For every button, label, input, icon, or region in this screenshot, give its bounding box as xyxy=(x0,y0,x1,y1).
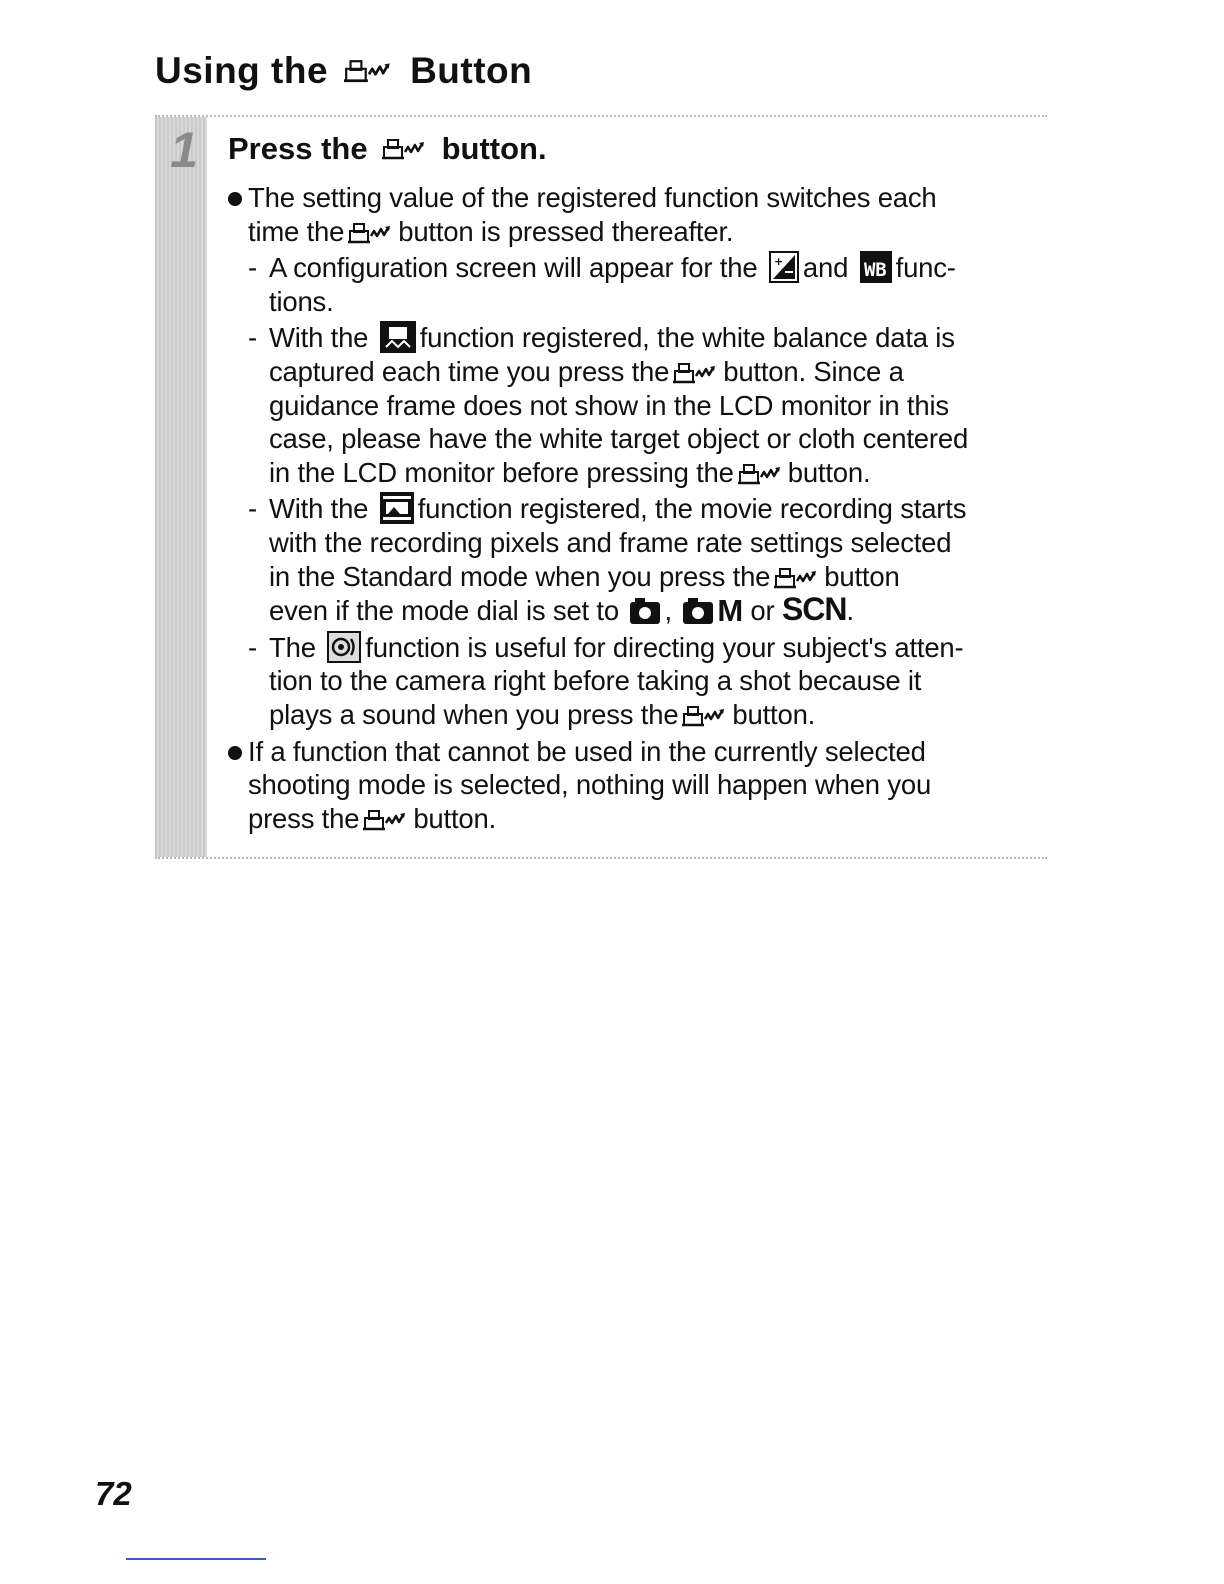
title-suffix: Button xyxy=(410,50,533,91)
sub-item xyxy=(226,631,1041,732)
scene-mode-label: SCN xyxy=(781,591,847,628)
svg-text:+: + xyxy=(773,255,783,269)
step-heading-suffix: button. xyxy=(441,131,547,166)
sound-icon xyxy=(327,631,361,663)
print-share-icon xyxy=(738,463,784,485)
print-share-icon xyxy=(673,362,719,384)
text-line: tion to the camera right before taking a shot because it xyxy=(269,665,922,697)
text-line: in the LCD monitor before pressing the button. xyxy=(269,456,871,488)
print-share-icon xyxy=(348,222,394,244)
text-line: guidance frame does not show in the LCD monitor in this xyxy=(269,389,949,421)
text-line: If a function that cannot be used in the currently selected xyxy=(248,735,926,767)
text-line: case, please have the white target object or cloth centered xyxy=(269,423,969,455)
print-share-icon xyxy=(363,809,409,831)
text-line: shooting mode is selected, nothing will happen when you xyxy=(248,769,932,801)
title-prefix: Using the xyxy=(155,50,329,91)
step-heading-prefix: Press the xyxy=(228,131,368,166)
white-balance-capture-icon xyxy=(380,321,416,353)
text-line: - The function is useful for directing your subject's atten- xyxy=(269,631,964,663)
print-share-icon xyxy=(774,567,820,589)
print-share-icon xyxy=(682,705,728,727)
text-line: - With the function registered, the movie recording starts xyxy=(269,493,967,525)
text-line: press the button. xyxy=(248,802,497,834)
sub-item xyxy=(226,492,1041,627)
manual-mode-label: M xyxy=(717,593,743,629)
step-number: 1 xyxy=(170,122,198,178)
page-number: 72 xyxy=(95,1475,132,1512)
camera-manual-icon xyxy=(682,597,714,625)
step-box xyxy=(155,115,1047,859)
text-line: tions. xyxy=(269,285,334,317)
step-bar xyxy=(155,117,207,857)
text-line: captured each time you press the button. Since a xyxy=(269,355,904,387)
bullet-item xyxy=(226,735,1041,836)
print-share-icon xyxy=(382,138,428,160)
text-line: plays a sound when you press the button. xyxy=(269,698,816,730)
custom-white-balance-icon xyxy=(860,251,892,283)
print-share-icon xyxy=(344,59,394,83)
step-content xyxy=(226,181,1041,835)
page-title xyxy=(155,50,532,92)
text-line: with the recording pixels and frame rate settings selected xyxy=(269,526,952,558)
text-line: - A configuration screen will appear for the + and WB func- xyxy=(269,252,956,284)
step-heading xyxy=(228,131,547,167)
text-line: time the button is pressed thereafter. xyxy=(248,215,734,247)
sub-item xyxy=(226,321,1041,489)
sub-item xyxy=(226,251,1041,318)
camera-mode-icon xyxy=(629,597,661,625)
bullet-item xyxy=(226,181,1041,248)
movie-icon xyxy=(380,492,414,524)
text-line: The setting value of the registered function switches each xyxy=(248,182,937,213)
link-underline xyxy=(126,1558,266,1560)
text-line: - With the function registered, the white balance data is xyxy=(269,322,955,354)
exposure-compensation-icon xyxy=(769,251,799,283)
text-line: even if the mode dial is set to , M or SCN. xyxy=(269,591,854,629)
svg-text:WB: WB xyxy=(863,259,887,282)
text-line: in the Standard mode when you press the button xyxy=(269,560,900,592)
